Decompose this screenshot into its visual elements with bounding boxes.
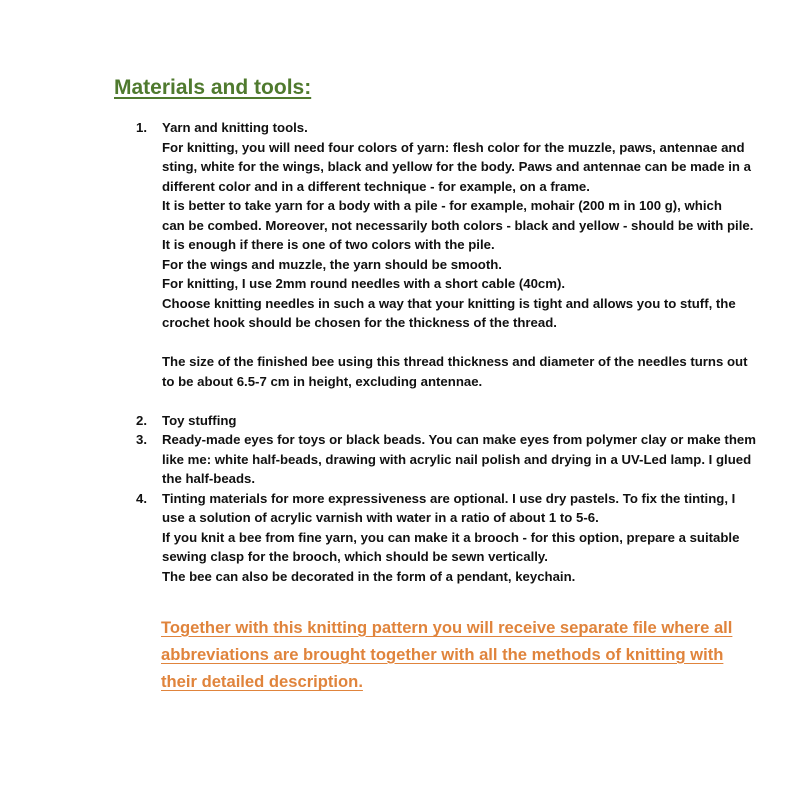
materials-list [136,118,756,586]
list-item-tinting [136,489,756,587]
list-line: Yarn and knitting tools. [162,120,308,135]
paragraph-gap [162,391,756,411]
list-line: It is enough if there is one of two colors with the pile. [162,237,495,252]
list-line: Ready-made eyes for toys or black beads. You can make eyes from polymer clay or make them [162,432,756,447]
notice-paragraph [161,614,761,695]
list-line: to be about 6.5-7 cm in height, excluding antennae. [162,373,483,389]
list-line: crochet hook should be chosen for the thickness of the thread. [162,315,557,330]
list-line: If you knit a bee from fine yarn, you can make it a brooch - for this option, prepare a suitable [162,529,740,545]
paragraph-gap [162,333,756,353]
list-line: Choose knitting needles in such a way that your knitting is tight and allows you to stuff, the [162,295,736,311]
list-line: For knitting, I use 2mm round needles with a short cable (40cm). [162,276,566,291]
list-line: The size of the finished bee using this thread thickness and diameter of the needles turns out [162,354,748,369]
notice-line: Together with this knitting pattern you will receive separate file where all [161,618,733,637]
list-line: can be combed. Moreover, not necessarily both colors - black and yellow - should be with pile. [162,217,754,233]
list-line: It is better to take yarn for a body with a pile - for example, mohair (200 m in 100 g), which [162,198,722,213]
list-line: The bee can also be decorated in the form of a pendant, keychain. [162,568,576,584]
list-number: 3. [136,432,147,447]
list-line: Tinting materials for more expressiveness are optional. I use dry pastels. To fix the tinting, I [162,490,736,506]
list-line: sting, white for the wings, black and yellow for the body. Paws and antennae can be made in a [162,159,751,174]
list-line: For knitting, you will need four colors of yarn: flesh color for the muzzle, paws, antennae and [162,139,745,155]
list-line: For the wings and muzzle, the yarn should be smooth. [162,256,502,272]
list-item-yarn [136,118,756,411]
list-line: use a solution of acrylic varnish with water in a ratio of about 1 to 5-6. [162,510,599,525]
list-line: different color and in a different technique - for example, on a frame. [162,178,590,194]
list-line: sewing clasp for the brooch, which should be sewn vertically. [162,549,548,564]
list-number: 2. [136,412,147,428]
section-heading: Materials and tools: [114,76,312,99]
list-number: 4. [136,490,147,506]
list-line: like me: white half-beads, drawing with acrylic nail polish and drying in a UV-Led lamp. I glued [162,451,752,467]
notice-line: their detailed description. [161,672,363,691]
list-line: Toy stuffing [162,412,237,428]
list-line: the half-beads. [162,471,256,486]
list-number: 1. [136,120,147,135]
list-item-stuffing [136,411,756,431]
list-item-eyes [136,430,756,489]
notice-line: abbreviations are brought together with all the methods of knitting with [161,645,724,664]
